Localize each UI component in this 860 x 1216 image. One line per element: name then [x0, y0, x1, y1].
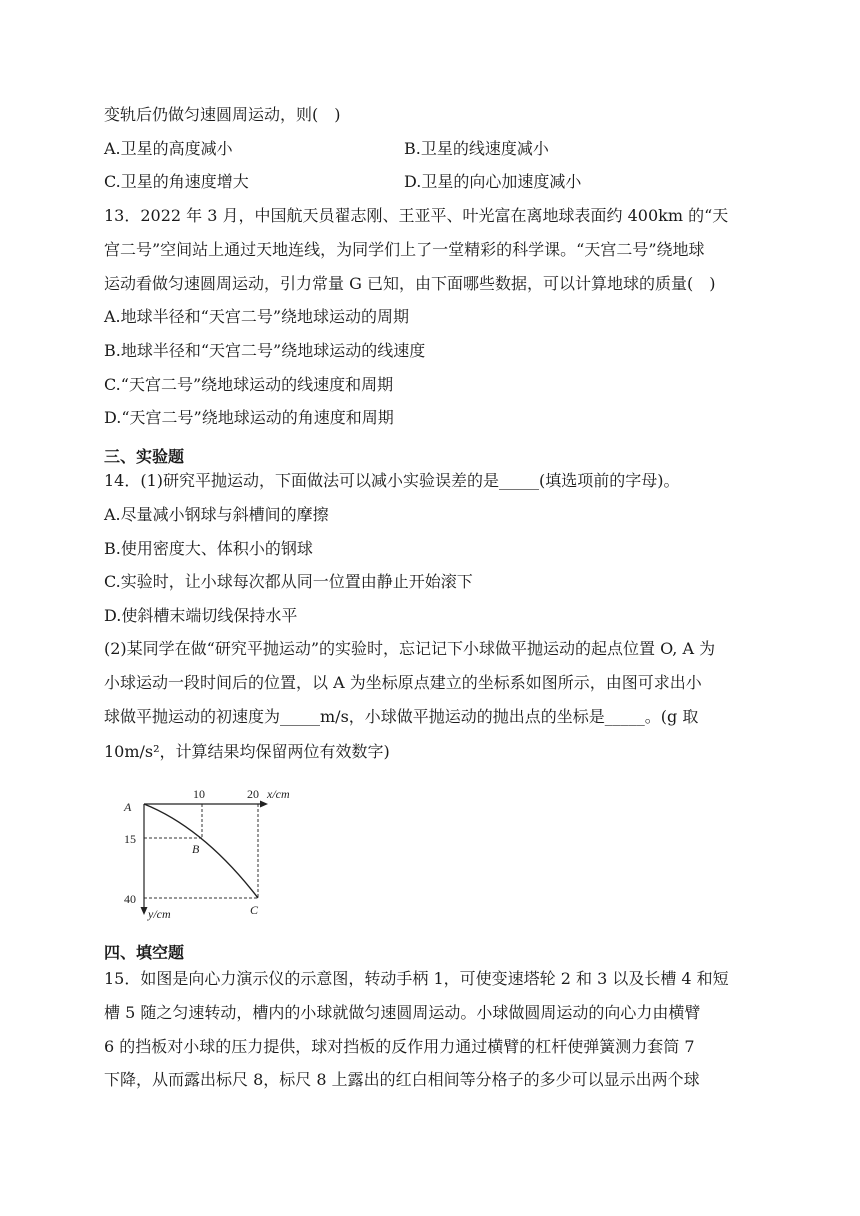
y-tick-40: 40: [124, 892, 136, 906]
q15-stem-line-1: 15．如图是向心力演示仪的示意图，转动手柄 1，可使变速塔轮 2 和 3 以及长槽 4 和短: [104, 969, 729, 988]
trajectory-curve: [144, 804, 258, 898]
point-b-label: B: [192, 842, 200, 856]
x-axis-label: x/cm: [267, 787, 290, 801]
point-c-label: C: [250, 903, 259, 917]
q14-option-b: B.使用密度大、体积小的钢球: [104, 539, 313, 558]
projectile-coordinate-figure: [118, 783, 308, 923]
q13-option-d: D.“天宫二号”绕地球运动的角速度和周期: [104, 408, 394, 427]
y-axis-label: y/cm: [148, 907, 171, 921]
q14-part2-line-1: (2)某同学在做“研究平抛运动”的实验时，忘记记下小球做平抛运动的起点位置 O, A 为: [104, 639, 716, 658]
q13-stem-line-2: 宫二号”空间站上通过天地连线，为同学们上了一堂精彩的科学课。“天宫二号”绕地球: [104, 240, 705, 259]
q12-stem-end: 变轨后仍做匀速圆周运动，则( ): [104, 105, 341, 124]
origin-label: A: [124, 800, 132, 814]
q14-part2-line-3: 球做平抛运动的初速度为_____m/s，小球做平抛运动的抛出点的坐标是_____。(g 取: [104, 707, 699, 726]
y-axis-arrow-icon: [141, 907, 148, 915]
q15-stem-line-2: 槽 5 随之匀速转动，槽内的小球就做匀速圆周运动。小球做圆周运动的向心力由横臂: [104, 1003, 701, 1022]
q14-part2-line-4: 10m/s²，计算结果均保留两位有效数字): [104, 742, 390, 761]
q13-option-c: C.“天宫二号”绕地球运动的线速度和周期: [104, 375, 394, 394]
q12-option-d: D.卫星的向心加速度减小: [404, 172, 582, 191]
q15-stem-line-3: 6 的挡板对小球的压力提供，球对挡板的反作用力通过横臂的杠杆使弹簧测力套筒 7: [104, 1037, 695, 1056]
q13-stem-line-1: 13．2022 年 3 月，中国航天员翟志刚、王亚平、叶光富在离地球表面约 400km 的“天: [104, 206, 729, 225]
section-heading-fill-blank: 四、填空题: [104, 943, 185, 962]
section-heading-experiment: 三、实验题: [104, 447, 185, 466]
y-tick-15: 15: [124, 832, 136, 846]
q13-option-a: A.地球半径和“天宫二号”绕地球运动的周期: [104, 307, 410, 326]
q13-stem-line-3: 运动看做匀速圆周运动，引力常量 G 已知，由下面哪些数据，可以计算地球的质量( ): [104, 274, 716, 293]
q15-stem-line-4: 下降，从而露出标尺 8，标尺 8 上露出的红白相间等分格子的多少可以显示出两个球: [104, 1070, 700, 1089]
x-axis-arrow-icon: [260, 801, 268, 808]
x-tick-10: 10: [193, 787, 205, 801]
q13-option-b: B.地球半径和“天宫二号”绕地球运动的线速度: [104, 341, 426, 360]
q12-option-b: B.卫星的线速度减小: [404, 139, 549, 158]
q14-option-a: A.尽量减小钢球与斜槽间的摩擦: [104, 505, 329, 524]
q14-part2-line-2: 小球运动一段时间后的位置，以 A 为坐标原点建立的坐标系如图所示，由图可求出小: [104, 673, 702, 692]
x-tick-20: 20: [247, 787, 259, 801]
q12-option-a: A.卫星的高度减小: [104, 139, 233, 158]
q14-option-c: C.实验时，让小球每次都从同一位置由静止开始滚下: [104, 572, 473, 591]
q14-part1-stem: 14．(1)研究平抛运动，下面做法可以减小实验误差的是_____(填选项前的字母)。: [104, 471, 680, 490]
q14-option-d: D.使斜槽末端切线保持水平: [104, 606, 298, 625]
q12-option-c: C.卫星的角速度增大: [104, 172, 249, 191]
